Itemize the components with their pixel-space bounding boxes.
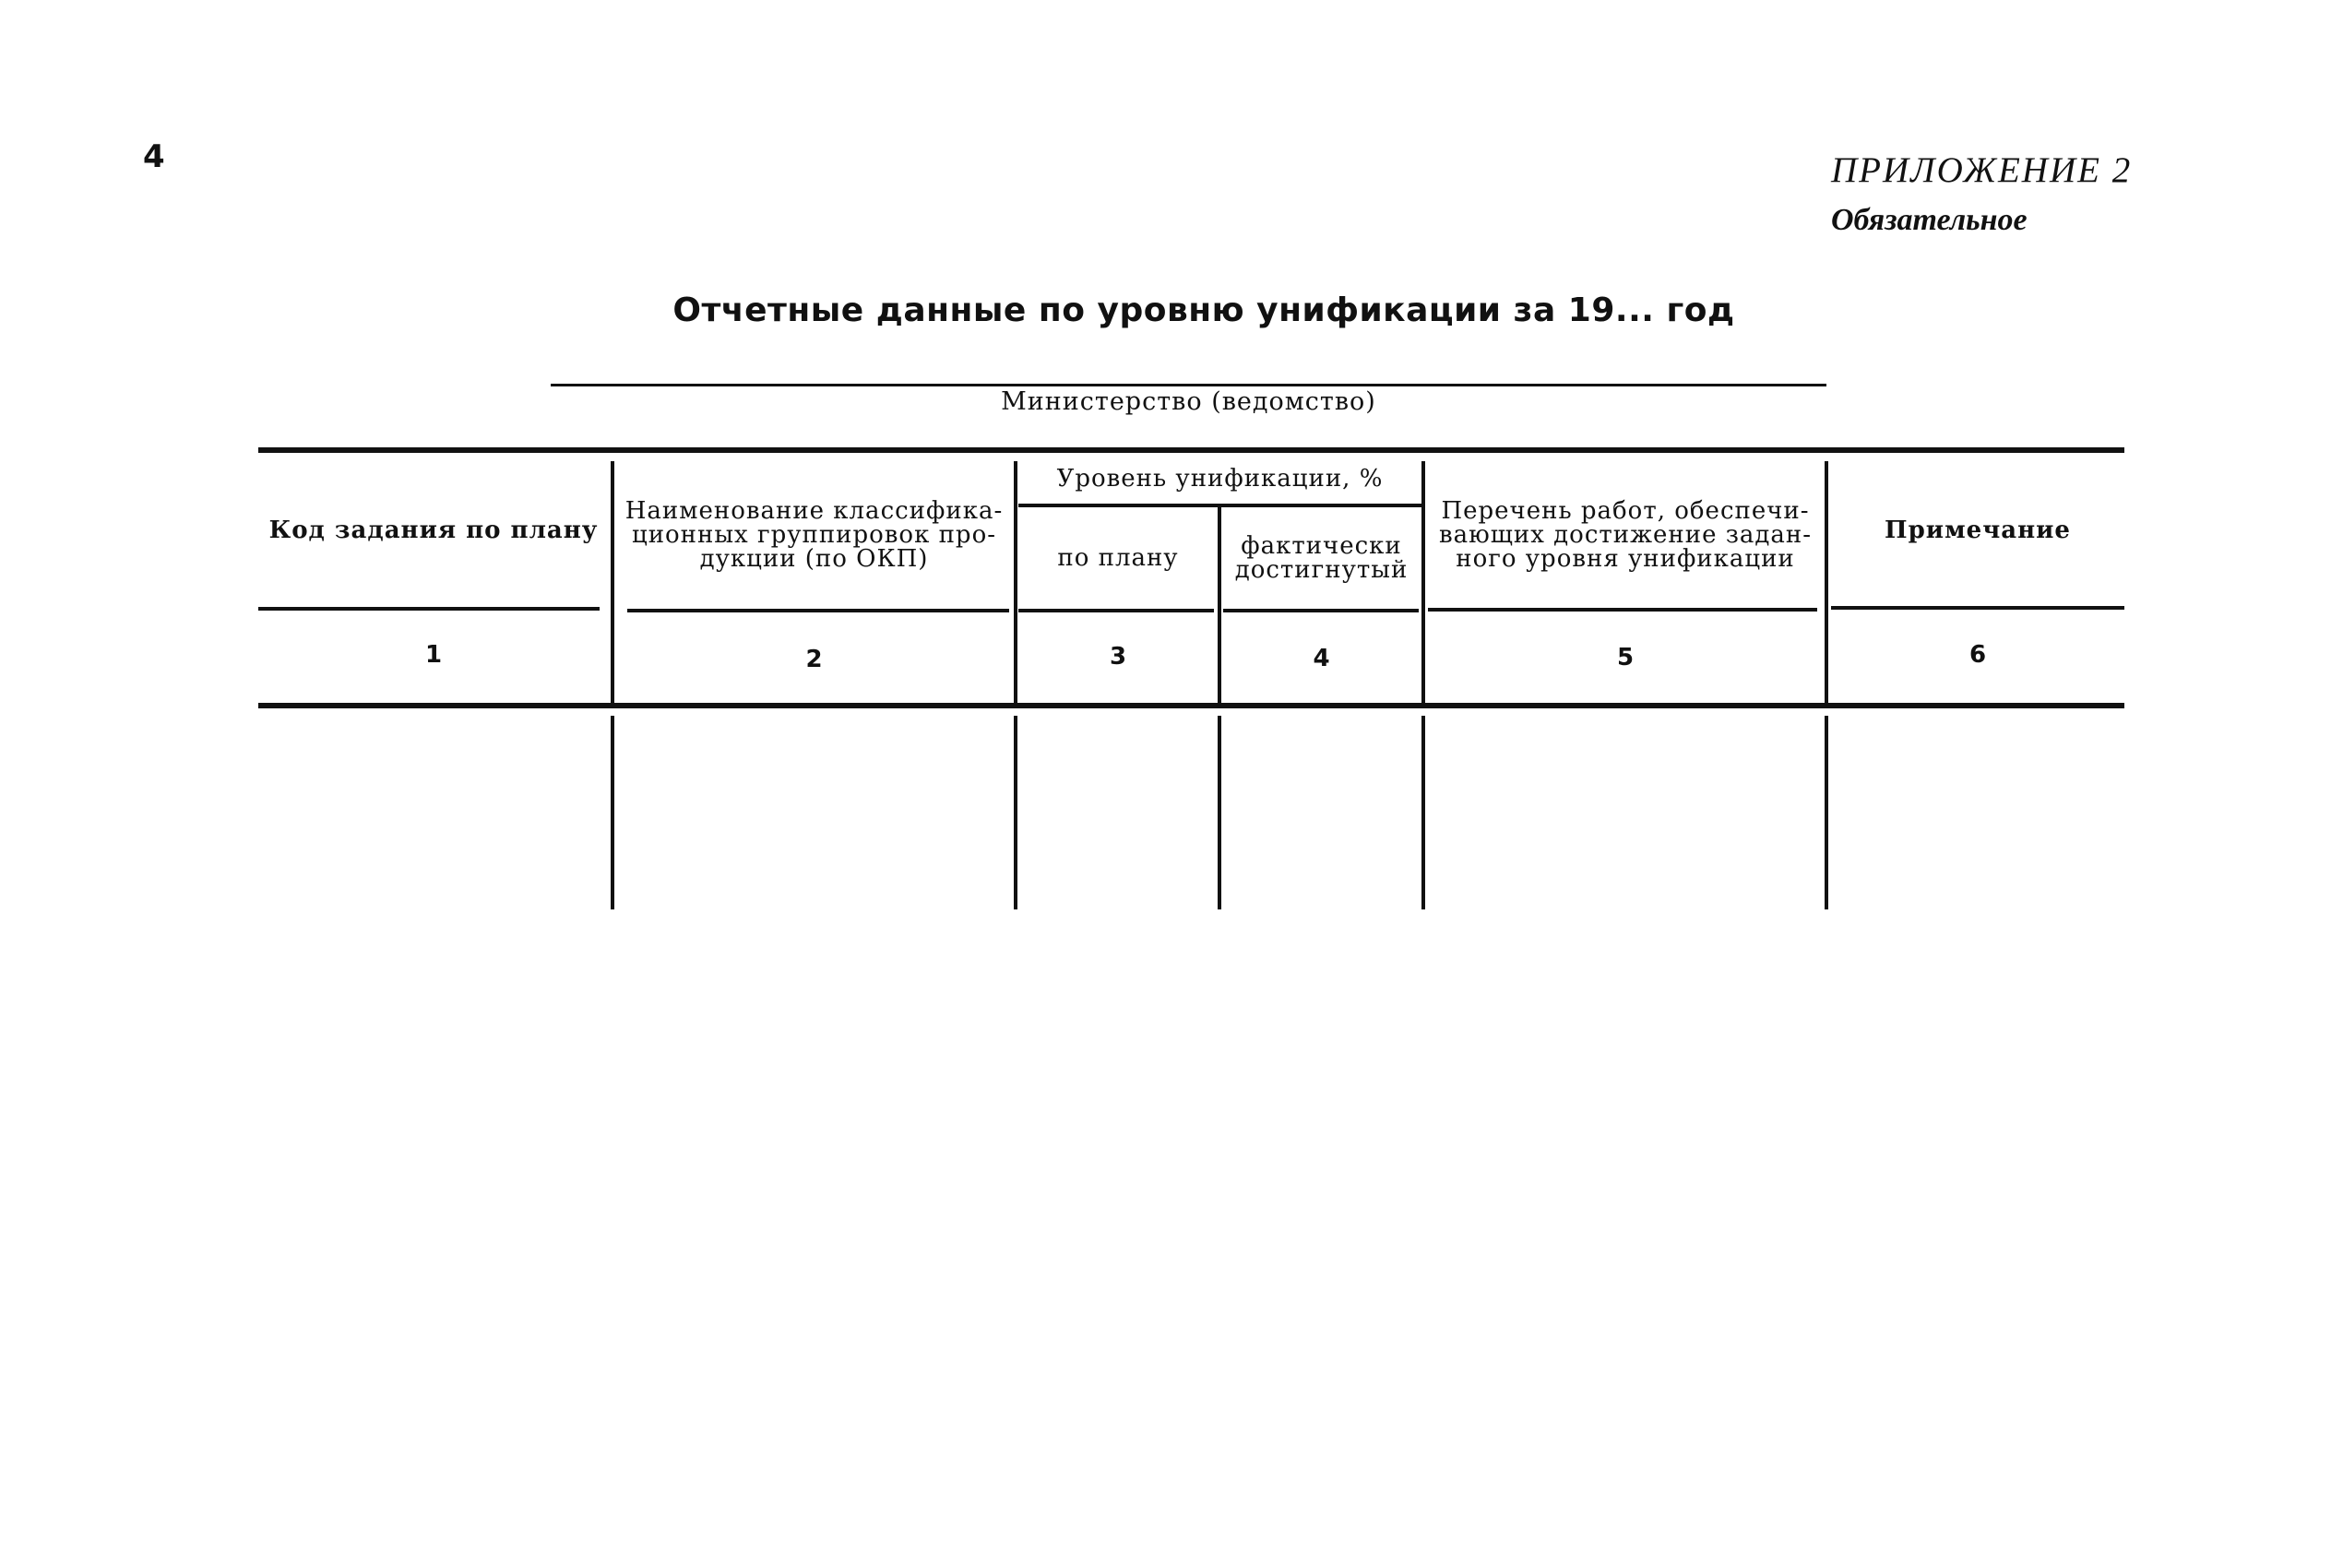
header-by-plan: по плану	[1057, 544, 1179, 572]
header-actually-achieved	[1221, 521, 1421, 595]
column-number: 1	[424, 641, 443, 669]
ministry-caption: Министерство (ведомство)	[1001, 387, 1376, 416]
column-divider	[1421, 716, 1425, 909]
header-line: Перечень работ, обеспечи-	[1441, 497, 1810, 525]
header-line: достигнутый	[1234, 556, 1409, 584]
table-top-rule	[258, 447, 2124, 453]
header-bottom-rule	[1428, 608, 1817, 612]
header-bottom-rule	[1018, 609, 1214, 612]
header-bottom-rule	[1223, 609, 1419, 612]
column-divider	[1014, 461, 1017, 705]
header-classification-groups	[618, 480, 1010, 590]
header-line: дукции (по ОКП)	[699, 545, 929, 573]
numbering-bottom-rule	[258, 703, 2124, 708]
document-title: Отчетные данные по уровню унификации за 19... год	[672, 291, 1735, 329]
header-line: вающих достижение задан-	[1438, 521, 1813, 549]
page-number: 4	[143, 138, 165, 175]
header-line: Наименование классифика-	[624, 497, 1004, 525]
header-works-list	[1428, 480, 1823, 590]
column-divider	[1421, 461, 1425, 705]
header-line: фактически	[1241, 532, 1402, 560]
ministry-fill-line	[551, 384, 1826, 386]
appendix-status: Обязательное	[1831, 203, 2028, 237]
column-divider	[1014, 716, 1017, 909]
column-number: 2	[805, 646, 823, 673]
column-number: 3	[1109, 643, 1127, 671]
header-note: Примечание	[1885, 517, 2071, 544]
header-unification-level: Уровень унификации, %	[1056, 465, 1384, 493]
column-number: 6	[1968, 641, 1987, 669]
column-divider	[611, 461, 614, 705]
header-plan-task-code: Код задания по плану	[268, 517, 599, 544]
header-bottom-rule	[627, 609, 1009, 612]
header-line: ционных группировок про-	[631, 521, 997, 549]
header-bottom-rule	[1831, 606, 2124, 610]
column-divider	[1825, 716, 1828, 909]
column-divider	[1825, 461, 1828, 705]
column-divider	[1218, 716, 1221, 909]
column-number: 4	[1313, 645, 1330, 672]
column-number: 5	[1616, 644, 1635, 671]
header-line: ного уровня унификации	[1456, 545, 1795, 573]
appendix-label: ПРИЛОЖЕНИЕ 2	[1831, 150, 2133, 190]
header-bottom-rule	[258, 607, 600, 611]
column-divider	[611, 716, 614, 909]
